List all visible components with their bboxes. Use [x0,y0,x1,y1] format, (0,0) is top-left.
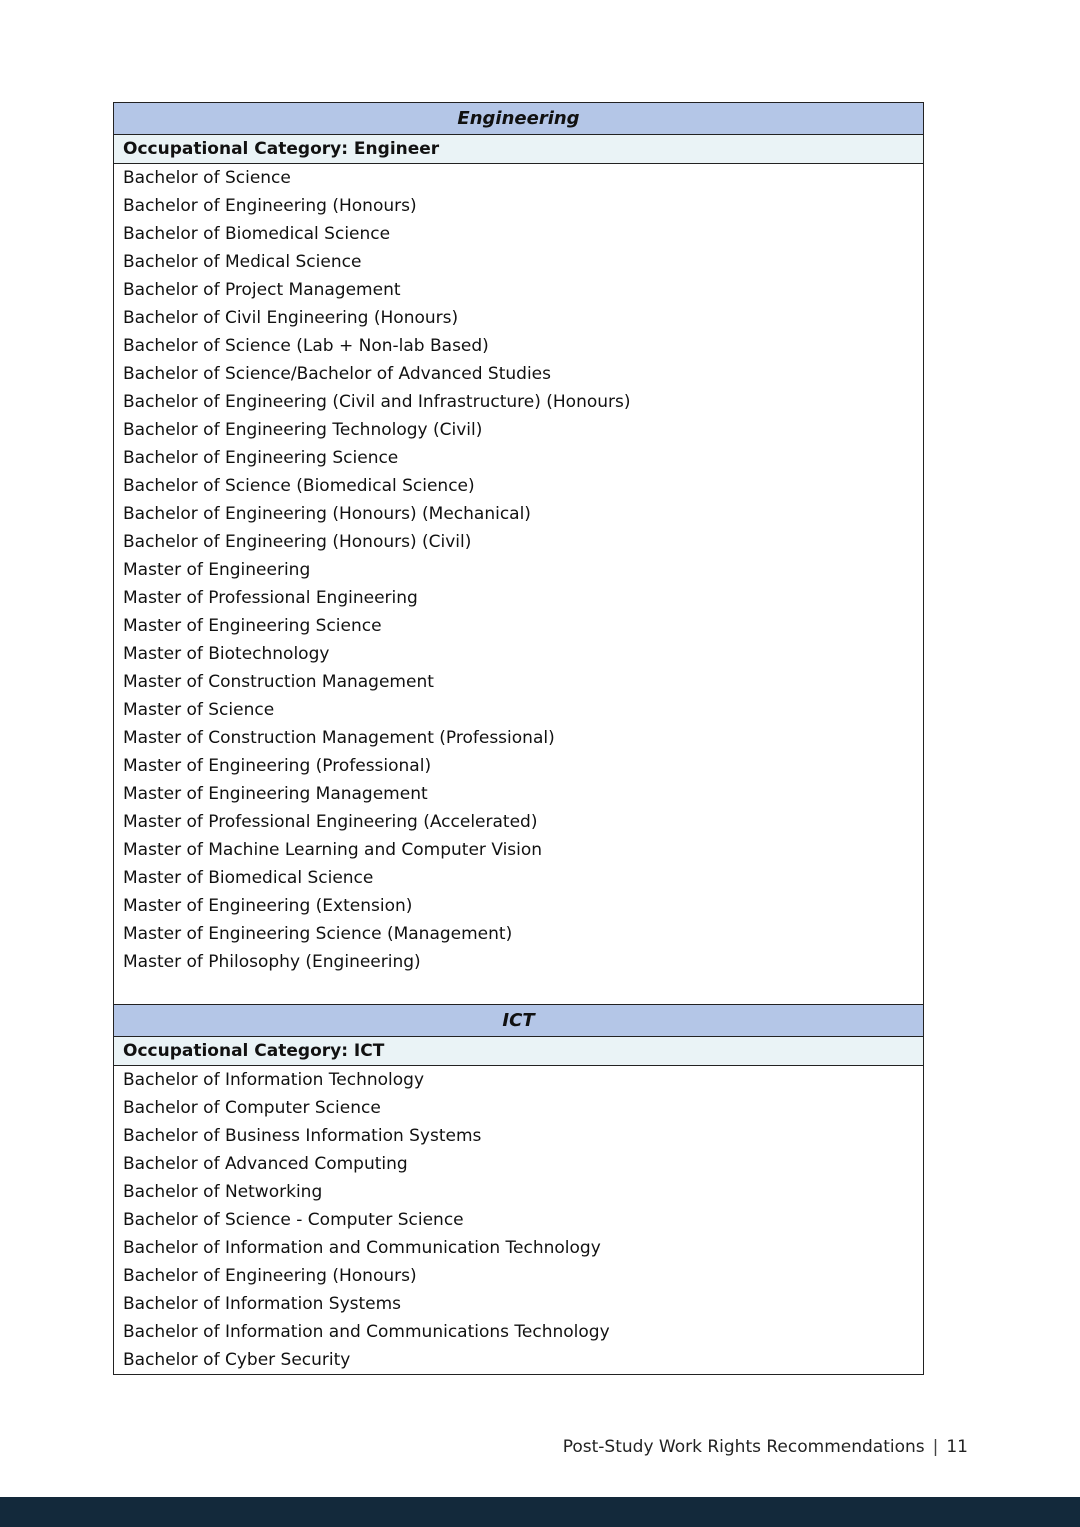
course-item: Master of Construction Management (Professional) [123,728,555,748]
ict-section-header: ICT [114,1005,923,1037]
course-item: Master of Biotechnology [123,644,330,664]
course-item: Bachelor of Engineering Technology (Civil) [123,420,483,440]
course-item: Master of Science [123,700,275,720]
course-item: Bachelor of Engineering (Honours) [123,1266,417,1286]
course-item: Bachelor of Science [123,168,291,188]
ict-category-row: Occupational Category: ICT [114,1037,923,1066]
course-item: Master of Biomedical Science [123,868,374,888]
course-item: Master of Engineering (Professional) [123,756,432,776]
course-item: Bachelor of Business Information Systems [123,1126,482,1146]
footer-band [0,1497,1080,1527]
course-item: Master of Engineering [123,560,311,580]
course-item: Bachelor of Computer Science [123,1098,381,1118]
course-item: Master of Professional Engineering (Accelerated) [123,812,538,832]
footer-separator: | [932,1437,939,1457]
course-item: Bachelor of Medical Science [123,252,362,272]
course-item: Master of Construction Management [123,672,434,692]
course-item: Master of Engineering Science [123,616,382,636]
course-item: Bachelor of Information Systems [123,1294,402,1314]
course-item: Bachelor of Networking [123,1182,323,1202]
ict-course-list [114,1066,923,1374]
engineering-table [113,102,924,1005]
page-footer [563,1437,968,1457]
course-item: Bachelor of Civil Engineering (Honours) [123,308,459,328]
course-item: Master of Professional Engineering [123,588,418,608]
engineering-course-list [114,164,923,976]
footer-title: Post-Study Work Rights Recommendations [562,1437,925,1457]
course-item: Bachelor of Science (Biomedical Science) [123,476,475,496]
course-item: Bachelor of Engineering (Honours) (Civil) [123,532,472,552]
ict-table [113,1004,924,1375]
course-item: Bachelor of Science - Computer Science [123,1210,464,1230]
course-item: Bachelor of Engineering (Civil and Infrastructure) (Honours) [123,392,631,412]
course-item: Master of Engineering Management [123,784,428,804]
course-item: Master of Machine Learning and Computer Vision [123,840,543,860]
engineering-category-row: Occupational Category: Engineer [114,135,923,164]
course-item: Bachelor of Biomedical Science [123,224,391,244]
course-item: Bachelor of Science (Lab + Non-lab Based) [123,336,489,356]
page-number: 11 [946,1437,968,1457]
course-item: Bachelor of Science/Bachelor of Advanced Studies [123,364,551,384]
course-item: Bachelor of Advanced Computing [123,1154,408,1174]
course-item: Bachelor of Engineering Science [123,448,399,468]
course-item: Bachelor of Information and Communication Technology [123,1238,601,1258]
course-item: Master of Philosophy (Engineering) [123,952,421,972]
course-item: Bachelor of Information and Communications Technology [123,1322,610,1342]
course-item: Bachelor of Engineering (Honours) (Mechanical) [123,504,531,524]
course-item: Bachelor of Information Technology [123,1070,425,1090]
course-item: Master of Engineering Science (Management) [123,924,513,944]
course-item: Bachelor of Engineering (Honours) [123,196,417,216]
course-item: Master of Engineering (Extension) [123,896,413,916]
engineering-section-header: Engineering [114,103,923,135]
course-item: Bachelor of Project Management [123,280,401,300]
course-item: Bachelor of Cyber Security [123,1350,351,1370]
